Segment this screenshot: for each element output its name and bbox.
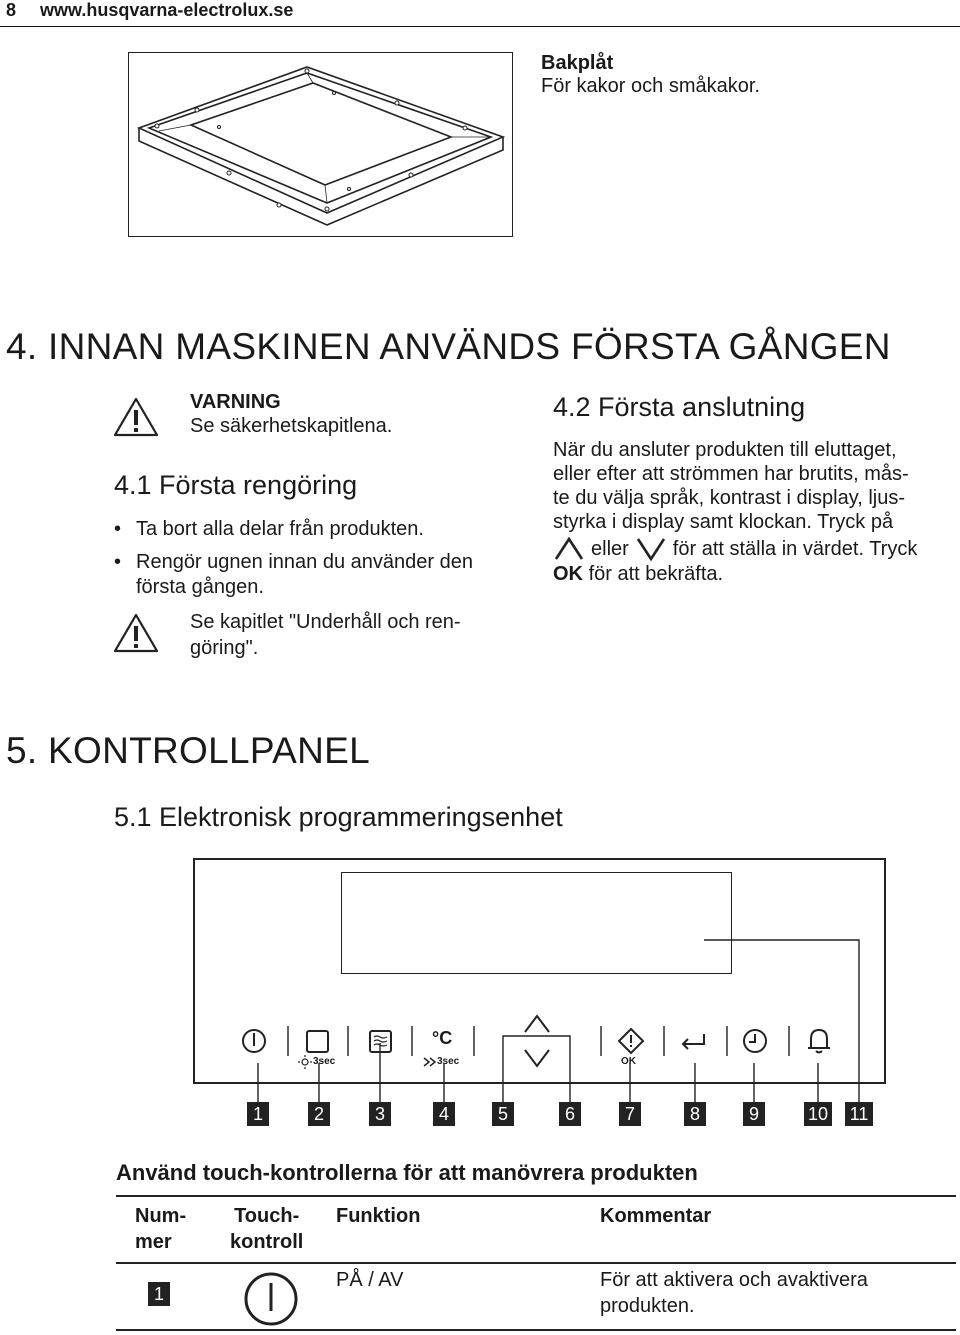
clock-icon[interactable]	[741, 1027, 769, 1055]
warning-icon	[112, 396, 160, 438]
up-arrow-icon	[553, 536, 585, 562]
table-bottom-rule	[116, 1329, 956, 1331]
table-row	[0, 1264, 960, 1328]
list-item: • Rengör ugnen innan du använder den	[114, 551, 473, 573]
paragraph-line: När du ansluter produkten till eluttaget,	[553, 439, 897, 461]
warning-text: Se säkerhetskapitlena.	[190, 415, 393, 437]
callout-number: 6	[559, 1102, 581, 1126]
section5-title: 5. KONTROLLPANEL	[6, 730, 370, 771]
ok-diamond-icon[interactable]	[617, 1027, 645, 1055]
section4-title: 4. INNAN MASKINEN ANVÄNDS FÖRSTA GÅNGEN	[6, 326, 891, 367]
control-panel-callouts	[193, 858, 886, 1158]
callout-number: 1	[247, 1102, 269, 1126]
column-header-number: Num- mer	[135, 1205, 187, 1253]
subsection-4-1-title: 4.1 Första rengöring	[114, 470, 358, 500]
page-number: 8	[6, 0, 17, 20]
paragraph-line: te du välja språk, kontrast i display, ljus-	[553, 487, 906, 509]
callout-number: 9	[743, 1102, 765, 1126]
warning-title: VARNING	[190, 391, 281, 413]
baking-tray-icon	[129, 53, 511, 235]
callout-number: 7	[619, 1102, 641, 1126]
light-icon[interactable]	[305, 1028, 333, 1056]
oven-function-icon[interactable]	[368, 1028, 396, 1056]
callout-number: 5	[492, 1102, 514, 1126]
callout-number: 3	[369, 1102, 391, 1126]
power-icon[interactable]	[241, 1028, 271, 1056]
row-number: 1	[148, 1282, 170, 1306]
accessory-description: För kakor och småkakor.	[541, 75, 760, 97]
note-line-2: göring".	[190, 637, 259, 659]
ok-button-label: OK	[621, 1056, 636, 1067]
up-arrow-button-icon[interactable]	[522, 1013, 552, 1035]
column-header-function: Funktion	[336, 1205, 421, 1227]
column-header-comment: Kommentar	[600, 1205, 712, 1227]
connection-paragraph	[553, 438, 953, 586]
row-function: PÅ / AV	[336, 1269, 404, 1291]
column-header-touch: Touch- kontroll	[230, 1205, 304, 1253]
cleaning-bullet-list	[114, 517, 534, 600]
callout-number: 8	[684, 1102, 706, 1126]
fast-heat-hold-label: 3sec	[437, 1056, 460, 1067]
ok-label: OK	[553, 563, 583, 585]
bell-icon[interactable]	[805, 1026, 833, 1056]
back-arrow-icon[interactable]	[678, 1030, 708, 1052]
baking-tray-figure	[128, 52, 513, 237]
table-title: Använd touch-kontrollerna för att manövrera produkten	[116, 1160, 698, 1185]
callout-number: 10	[804, 1102, 832, 1126]
header-divider	[0, 26, 960, 27]
callout-number: 2	[308, 1102, 330, 1126]
table-top-rule	[116, 1195, 956, 1197]
down-arrow-button-icon[interactable]	[522, 1047, 552, 1069]
down-arrow-icon	[635, 536, 667, 562]
sun-icon	[296, 1054, 314, 1070]
subsection-4-2-title: 4.2 Första anslutning	[553, 392, 806, 422]
callout-number: 4	[433, 1102, 455, 1126]
callout-number: 11	[845, 1102, 873, 1126]
temperature-button-label[interactable]: °C	[432, 1028, 453, 1048]
paragraph-line: eller för att ställa in värdet. Tryck	[553, 536, 953, 562]
power-icon	[242, 1270, 300, 1328]
paragraph-line: styrka i display samt klockan. Tryck på	[553, 511, 894, 533]
note-line-1: Se kapitlet "Underhåll och ren-	[190, 611, 461, 633]
paragraph-line: eller efter att strömmen har brutits, mås-	[553, 463, 909, 485]
paragraph-line: OK för att bekräfta.	[553, 563, 724, 585]
caution-icon	[112, 612, 160, 654]
subsection-5-1-title: 5.1 Elektronisk programmeringsenhet	[114, 802, 563, 832]
accessory-title: Bakplåt	[541, 52, 614, 74]
list-item-continuation: första gången.	[136, 576, 264, 598]
header-url[interactable]: www.husqvarna-electrolux.se	[40, 0, 294, 20]
row-comment: För att aktivera och avaktivera produkten.	[600, 1269, 868, 1317]
list-item: • Ta bort alla delar från produkten.	[114, 518, 424, 540]
light-hold-label: 3sec	[313, 1056, 336, 1067]
